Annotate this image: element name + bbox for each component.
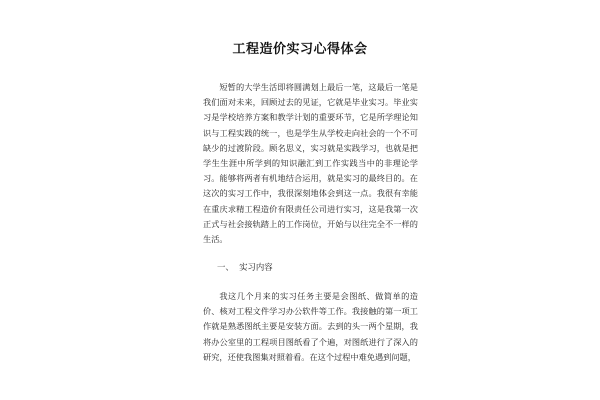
content-section [203,289,418,365]
section-heading-internship-content: 一、 实习内容 [217,262,273,272]
intro-section [203,80,418,247]
paragraph-content: 我这几个月来的实习任务主要是会图纸、做简单的造价、核对工程文件学习办公软件等工作。我接触的第一项工作就是熟悉图纸主要是安装方面。去到的头一两个星期，我将办公室里的工程项目图纸看了个遍，对图纸进行了深入的研究，还使我图集对照着看。在这个过程中难免遇到问题， [203,291,418,362]
paragraph-intro: 短暂的大学生活即将圆满划上最后一笔，这最后一笔是我们面对未来，回顾过去的见证，它就是毕业实习。毕业实习是学校培养方案和教学计划的重要环节，它是所学理论知识与工程实践的统一，也是学生从学校走向社会的一个不可缺少的过渡阶段。顾名思义，实习就是实践学习，也就是把学生生涯中所学到的知识融汇到工作实践当中的非理论学习。能够将两者有机地结合运用，就是实习的最终目的。在这次的实习工作中，我很深刻地体会到这一点。我很有幸能在重庆求精工程造价有限责任公司进行实习，这是我第一次正式与社会接轨踏上的工作岗位，开始与以往完全不一样的生活。 [203,82,418,245]
document-title: 工程造价实习心得体会 [232,42,368,57]
